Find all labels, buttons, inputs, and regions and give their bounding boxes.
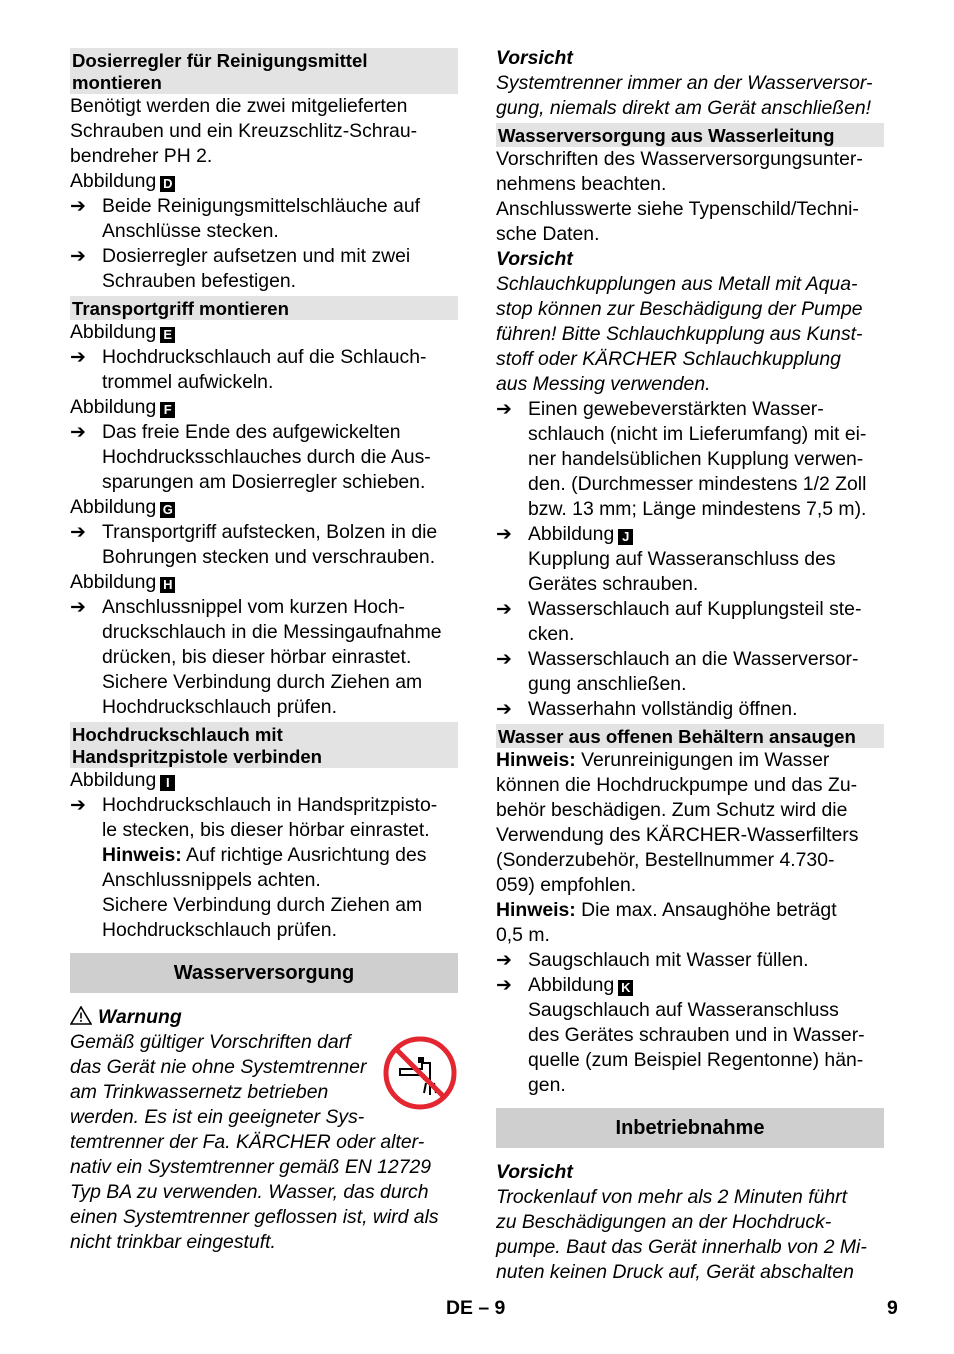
dosier-paragraph: Benötigt werden die zwei mitgelieferten Schrauben und ein Kreuzschlitz-Schrau- bendreher PH 2. — [70, 95, 418, 167]
heading-wasserleitung: Wasserversorgung aus Wasserleitung — [496, 123, 884, 147]
figure-label: F — [160, 402, 175, 418]
list-item: ➔ Einen gewebeverstärkten Wasser- schlauch (nicht im Lieferumfang) mit ei- ner handelsüblichen Kupplung verwen- den. (Durchmesser mindestens 1/2 Zoll bzw. 13 mm; Länge mindestens 7,5 m). — [496, 398, 867, 520]
heading-wasserversorgung: Wasserversorgung — [70, 953, 458, 993]
arrow-right-icon: ➔ — [496, 950, 512, 971]
left-column — [70, 46, 458, 1255]
warning-triangle-icon — [70, 1006, 92, 1025]
figure-ref-f: Abbildung F — [70, 395, 458, 420]
hint-label: Hinweis: — [496, 899, 576, 921]
arrow-right-icon: ➔ — [496, 524, 512, 545]
caution-title: Vorsicht — [496, 1161, 573, 1183]
arrow-right-icon: ➔ — [70, 597, 86, 618]
arrow-right-icon: ➔ — [496, 649, 512, 670]
heading-offene-behaelter: Wasser aus offenen Behältern ansaugen — [496, 724, 884, 748]
figure-ref-g: Abbildung G — [70, 495, 458, 520]
list-item: ➔ Wasserschlauch auf Kupplungsteil ste- cken. — [496, 598, 862, 645]
warning-title: Warnung — [70, 1005, 458, 1030]
hint-label: Hinweis: — [102, 844, 182, 866]
footer-section-label: DE – 9 — [446, 1297, 506, 1319]
figure-ref-e: Abbildung E — [70, 320, 458, 345]
figure-label: I — [160, 775, 175, 791]
heading-transportgriff: Transportgriff montieren — [70, 296, 458, 320]
page-number: 9 — [887, 1297, 898, 1319]
figure-label: G — [160, 502, 175, 518]
list-item: ➔ Wasserhahn vollständig öffnen. — [496, 698, 798, 720]
right-column: Vorsicht Systemtrenner immer an der Wasserversor- gung, niemals direkt am Gerät anschließen! Wasserversorgung aus Wasserleitung Vorschriften des Wasserversorgungsunter- nehmens beachten. Anschlusswerte siehe Typenschild/Techni- sche Daten. Vorsicht Schlauchkupplungen aus Metall mit Aqua- stop können zur Beschädigung der Pumpe führen! Bitte Schlauchkupplung aus Kunst- stoff oder KÄRCHER Schlauchkupplung aus Messing verwenden. ➔ Einen gewebeverstärkten Wasser- schlauch (nicht im Lieferumfang) mit ei- ner handelsüblichen Kupplung verwen- den. (Durchmesser mindestens 1/2 Zoll bzw. 13 mm; Länge mindestens 7,5 m). ➔ Abbildung J Kupplung auf Wasseranschluss des Gerätes schrauben. ➔ Wasserschlauch auf Kupplungsteil ste- cken. ➔ Wasserschlauch an die Wasserversor- gung anschließen. ➔ Wasserhahn vollständig öffnen. Wasser aus offenen Behältern ansaugen Hinweis: Verunreinigungen im Wasser können die Hochdruckpumpe und das Zu- behör beschädigen. Zum Schutz wird die Verwendung des KÄRCHER-Wasserfilters (Sonderzubehör, Bestellnummer 4.730- 059) empfohlen. Hinweis: Die max. Ansaughöhe beträgt 0,5 m. ➔ Saugschlauch mit Wasser füllen. ➔ Abbildung K Saugschlauch auf Wasseranschluss des Gerätes schrauben und in Wasser- quelle (zum Beispiel Regentonne) hän- gen. Inbetriebnahme Vorsicht Trockenlauf von mehr als 2 Minuten führt zu Beschädigungen an der Hochdruck- pumpe. Baut das Gerät innerhalb von 2 Mi- nuten keinen Druck auf, Gerät abschalten — [496, 46, 884, 1285]
arrow-right-icon: ➔ — [496, 399, 512, 420]
figure-ref-d: Abbildung D — [70, 169, 458, 194]
figure-label: D — [160, 176, 175, 192]
arrow-right-icon: ➔ — [70, 347, 86, 368]
figure-label: K — [618, 980, 633, 996]
list-item: ➔ Das freie Ende des aufgewickelten Hochdrucksschlauches durch die Aus- sparungen am Dosierregler schieben. — [70, 421, 431, 493]
figure-label: H — [160, 577, 175, 593]
list-item: ➔ Abbildung J Kupplung auf Wasseranschluss des Gerätes schrauben. — [496, 523, 836, 595]
arrow-right-icon: ➔ — [70, 422, 86, 443]
hint-label: Hinweis: — [496, 749, 576, 771]
no-drinking-water-icon — [382, 1035, 458, 1111]
list-item: ➔ Hochdruckschlauch in Handspritzpisto- le stecken, bis dieser hörbar einrastet. Hinweis: Auf richtige Ausrichtung des Anschlussnippels achten. Sichere Verbindung durch Ziehen am Hochdruckschlauch prüfen. — [70, 794, 438, 941]
list-item: ➔ Hochdruckschlauch auf die Schlauch- trommel aufwickeln. — [70, 346, 427, 393]
caution-text: Trockenlauf von mehr als 2 Minuten führt zu Beschädigungen an der Hochdruck- pumpe. Baut das Gerät innerhalb von 2 Mi- nuten keinen Druck auf, Gerät abschalten — [496, 1186, 867, 1283]
arrow-right-icon: ➔ — [70, 246, 86, 267]
heading-dosierregler: Dosierregler für Reinigungsmittel montieren — [70, 48, 458, 94]
caution-text: Schlauchkupplungen aus Metall mit Aqua- stop können zur Beschädigung der Pumpe führen! Bitte Schlauchkupplung aus Kunst- stoff oder KÄRCHER Schlauchkupplung aus Messing verwenden. — [496, 273, 863, 395]
list-item: ➔ Wasserschlauch an die Wasserversor- gung anschließen. — [496, 648, 859, 695]
arrow-right-icon: ➔ — [496, 975, 512, 996]
arrow-right-icon: ➔ — [496, 599, 512, 620]
figure-ref-h: Abbildung H — [70, 570, 458, 595]
heading-hochdruckschlauch: Hochdruckschlauch mit Handspritzpistole verbinden — [70, 722, 458, 768]
list-item: ➔ Anschlussnippel vom kurzen Hoch- druckschlauch in die Messingaufnahme drücken, bis dieser hörbar einrastet. Sichere Verbindung durch Ziehen am Hochdruckschlauch prüfen. — [70, 596, 442, 718]
list-item: ➔ Abbildung K Saugschlauch auf Wasseranschluss des Gerätes schrauben und in Wasser- quelle (zum Beispiel Regentonne) hän- gen. — [496, 974, 865, 1096]
arrow-right-icon: ➔ — [70, 795, 86, 816]
caution-title: Vorsicht — [496, 248, 573, 270]
caution-text: Systemtrenner immer an der Wasserversor- gung, niemals direkt am Gerät anschließen! — [496, 72, 873, 119]
list-item: ➔ Saugschlauch mit Wasser füllen. — [496, 949, 809, 971]
list-item: ➔ Transportgriff aufstecken, Bolzen in die Bohrungen stecken und verschrauben. — [70, 521, 438, 568]
figure-label: E — [160, 327, 175, 343]
caution-title: Vorsicht — [496, 47, 573, 69]
arrow-right-icon: ➔ — [70, 522, 86, 543]
list-item: ➔ Dosierregler aufsetzen und mit zwei Schrauben befestigen. — [70, 245, 411, 292]
figure-label: J — [618, 529, 633, 545]
figure-ref-i: Abbildung I — [70, 768, 458, 793]
warning-block: Warnung Gemäß gültiger Vorschriften darf das Gerät nie ohne Systemtrenner am Trinkwassernetz betrieben werden. Es ist ein geeigneter Sys- temtrenner der Fa. KÄRCHER oder alter- nativ ein Systemtrenner gemäß EN 12729 Typ BA zu verwenden. Wasser, das durch einen Systemtrenner geflossen ist, wird als nicht trinkbar eingestuft. — [70, 1005, 458, 1255]
heading-inbetriebnahme: Inbetriebnahme — [496, 1108, 884, 1148]
arrow-right-icon: ➔ — [496, 699, 512, 720]
list-item: ➔ Beide Reinigungsmittelschläuche auf Anschlüsse stecken. — [70, 195, 420, 242]
arrow-right-icon: ➔ — [70, 196, 86, 217]
